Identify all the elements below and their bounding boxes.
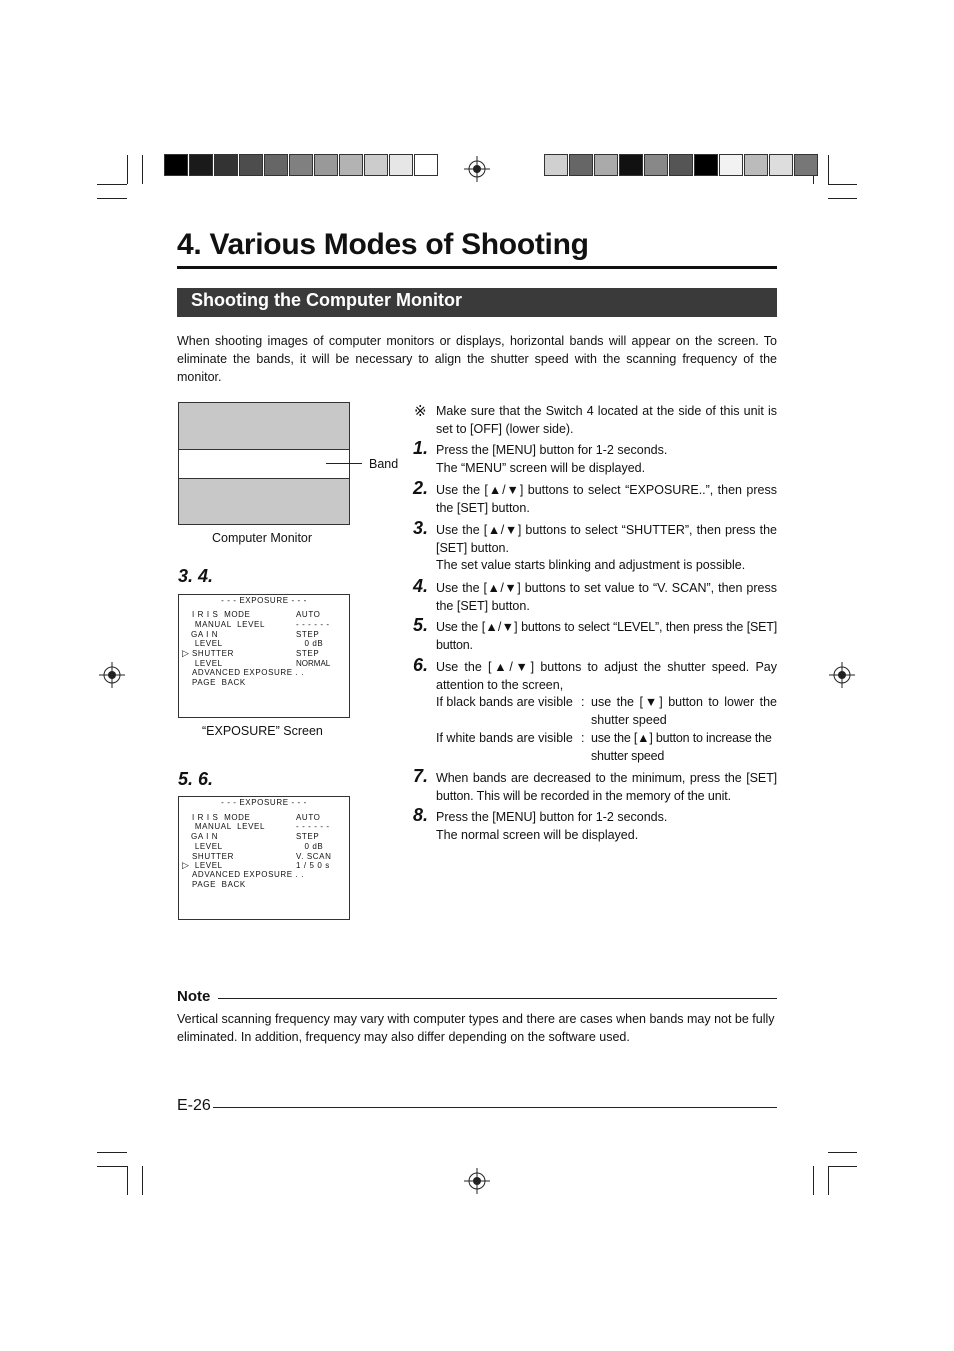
color-bar-left [164,154,439,176]
color-swatch [314,154,338,176]
step-number: 8. [413,805,429,825]
color-swatch [414,154,438,176]
row-value: NORMAL [296,659,331,668]
color-swatch [719,154,743,176]
color-swatch [619,154,643,176]
row-label: LEVEL [192,659,223,668]
row-label: PAGE BACK [192,678,246,687]
screen2-heading: 5. 6. [178,769,214,789]
screen-row [179,870,349,880]
step-text: When bands are decreased to the minimum, press the [SET] button. This will be recorded in the memory of the unit. [436,771,777,803]
screen-row [179,832,349,842]
note-text: Vertical scanning frequency may vary with computer types and there are cases when bands may not be fully eliminated. In addition, frequency may also differ depending on the software used. [177,1012,775,1044]
step-text: Use the [▲/▼] buttons to select “EXPOSURE..”, then press the [SET] button. [436,483,777,515]
step-number: 4. [413,576,429,596]
page-title: 4. Various Modes of Shooting [177,228,589,261]
pre-step-text: Make sure that the Switch 4 located at the side of this unit is set to [OFF] (lower side). [436,404,777,436]
step-number: 5. [413,615,429,635]
row-value: AUTO [296,813,321,822]
condition-label: If white bands are visible [436,731,573,745]
row-label: MANUAL LEVEL [192,620,266,629]
band-stripe [179,449,349,479]
screen-row [179,822,349,832]
color-bar-right [544,154,819,176]
exposure-screen-caption: “EXPOSURE” Screen [202,724,323,738]
step-number: 1. [413,438,429,458]
row-value: - - - - - - [296,620,330,629]
step-text: Use the [▲/▼] buttons to select “SHUTTER”, then press the [SET] button. [436,523,777,555]
step-number: 3. [413,518,429,538]
screen-title: - - - EXPOSURE - - - [221,798,307,807]
color-swatch [694,154,718,176]
row-value: 0 dB [296,639,324,648]
step-number: 2. [413,478,429,498]
color-swatch [569,154,593,176]
color-swatch [644,154,668,176]
condition-separator: : [581,695,585,709]
row-value: V. SCAN [296,852,332,861]
screen-row [179,620,349,630]
registration-mark-icon [99,662,125,688]
footer-rule [213,1107,777,1108]
color-swatch [744,154,768,176]
reference-mark-icon: ※ [414,403,427,420]
row-label: GA I N [191,630,219,639]
registration-mark-icon [464,156,490,182]
row-label: SHUTTER [192,852,234,861]
screen-row [179,880,349,890]
row-value: 1 / 5 0 s [296,861,330,870]
cursor-triangle-icon: ▷ [182,860,190,870]
step-subtext: The set value starts blinking and adjustment is possible. [436,558,746,572]
row-label: LEVEL [192,861,223,870]
row-label: PAGE BACK [192,880,246,889]
step-number: 6. [413,655,429,675]
screen-row [179,639,349,649]
color-swatch [339,154,363,176]
screen-row-selected [179,649,349,659]
row-label: I R I S MODE [192,610,251,619]
color-swatch [264,154,288,176]
color-swatch [769,154,793,176]
computer-monitor-figure [178,402,350,525]
screen-title: - - - EXPOSURE - - - [221,596,307,605]
note-heading: Note [177,988,211,1005]
intro-paragraph: When shooting images of computer monitors or displays, horizontal bands will appear on the screen. To eliminate the bands, it will be necessary to align the shutter speed with the scanning frequency of the monitor. [177,334,777,384]
exposure-screen-2 [178,796,350,920]
title-rule [177,266,777,269]
color-swatch [389,154,413,176]
row-label: SHUTTER [192,649,234,658]
band-leader-line [326,463,362,464]
cursor-triangle-icon: ▷ [182,648,190,658]
row-label: LEVEL [192,842,223,851]
screen-row [179,842,349,852]
row-label: ADVANCED EXPOSURE . . [192,668,305,677]
screen-row [179,610,349,620]
row-value: STEP [296,649,320,658]
monitor-caption: Computer Monitor [212,531,313,545]
color-swatch [364,154,388,176]
color-swatch [594,154,618,176]
registration-mark-icon [464,1168,490,1194]
exposure-screen-1 [178,594,350,718]
step-subtext: The “MENU” screen will be displayed. [436,461,646,475]
screen-row [179,678,349,688]
screen1-heading: 3. 4. [178,566,214,586]
band-label: Band [369,457,399,471]
row-label: GA I N [191,832,219,841]
note-rule [218,998,777,999]
row-label: MANUAL LEVEL [192,822,266,831]
section-title: Shooting the Computer Monitor [191,290,462,310]
row-value: AUTO [296,610,321,619]
condition-separator: : [581,731,585,745]
screen-row [179,668,349,678]
condition-label: If black bands are visible [436,695,573,709]
color-swatch [164,154,188,176]
row-value: STEP [296,832,320,841]
color-swatch [289,154,313,176]
step-text: Press the [MENU] button for 1-2 seconds. [436,810,668,824]
color-swatch [239,154,263,176]
row-value: STEP [296,630,320,639]
color-swatch [189,154,213,176]
step-number: 7. [413,766,429,786]
row-value: 0 dB [296,842,324,851]
row-label: I R I S MODE [192,813,251,822]
condition-action: use the [▼] button to lower the shutter speed [591,695,777,727]
row-label: ADVANCED EXPOSURE . . [192,870,305,879]
step-text: Use the [▲/▼] buttons to set value to “V. SCAN”, then press the [SET] button. [436,581,777,613]
step-text: Use the [▲/▼] buttons to select “LEVEL”, then press the [SET] button. [436,620,777,652]
color-swatch [794,154,818,176]
row-value: - - - - - - [296,822,330,831]
step-text: Press the [MENU] button for 1-2 seconds. [436,443,668,457]
page-number: E-26 [177,1097,211,1114]
color-swatch [544,154,568,176]
color-swatch [214,154,238,176]
row-label: LEVEL [192,639,223,648]
registration-mark-icon [829,662,855,688]
step-subtext: The normal screen will be displayed. [436,828,639,842]
condition-action: use the [▲] button to increase the shutter speed [591,731,772,763]
step-text: Use the [▲/▼] buttons to adjust the shutter speed. Pay attention to the screen, [436,660,777,692]
color-swatch [669,154,693,176]
